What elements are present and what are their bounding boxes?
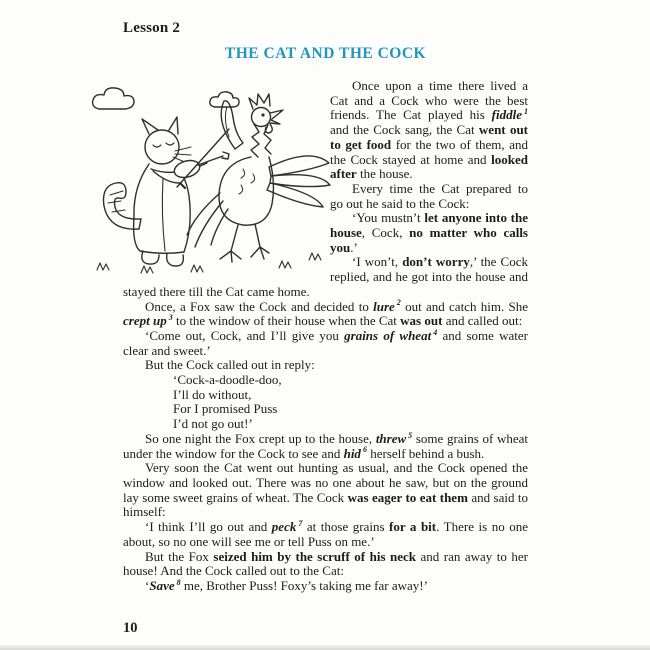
text-run: ‘You mustn’t [352, 210, 425, 226]
text-run: hid [343, 445, 361, 461]
text-run: .’ [350, 239, 358, 255]
verse-line [123, 388, 528, 403]
text-run: lure [373, 298, 395, 314]
text-run: some grains of wheat under the window for the Cock to see and [123, 430, 528, 461]
verse-line [123, 373, 528, 388]
story-paragraph [123, 300, 528, 329]
text-run: Every time the Cat prepared to go out he said to the Cock: [330, 180, 528, 211]
verse-line [123, 402, 528, 417]
footnote-ref: 5 [408, 430, 413, 440]
footnote-ref: 7 [298, 518, 303, 528]
text-run: grains of wheat [344, 327, 432, 343]
story-paragraph [123, 461, 528, 520]
text-run: So one night the Fox crept up to the house, [145, 430, 376, 446]
clouds-icon [93, 88, 239, 109]
footnote-ref: 8 [176, 577, 181, 587]
story-paragraph [123, 550, 528, 579]
text-run: the house. [356, 166, 413, 182]
text-run: at those grains [302, 519, 390, 535]
text-run: But the Cock called out in reply: [145, 357, 315, 373]
text-run: and said to himself: [123, 489, 528, 520]
text-run: and ran away to her house! And the Cock called out to the Cat: [123, 548, 528, 579]
story-paragraph [123, 358, 528, 373]
footnote-ref: 4 [433, 327, 438, 337]
page-bottom-edge [0, 645, 650, 650]
text-run: ‘Come out, Cock, and I’ll give you [145, 327, 345, 343]
cat-figure [104, 117, 230, 266]
text-run: was out [400, 313, 443, 329]
text-run: ‘I think I’ll go out and [145, 519, 272, 535]
text-run: Once, a Fox saw the Cock and decided to [145, 298, 374, 314]
text-run: I’d not go out!’ [173, 416, 253, 432]
text-run: . There is no one about, so no one will see me or tell Puss on me.’ [123, 519, 528, 549]
lesson-label: Lesson 2 [123, 20, 181, 36]
text-run: went out to get food [330, 122, 528, 152]
text-run: threw [375, 430, 407, 446]
text-run: ‘I won’t, [352, 254, 403, 270]
page-content [123, 20, 528, 594]
text-run: seized him by the scruff of his neck [213, 548, 417, 564]
text-run: for a bit [389, 519, 437, 535]
cat-and-cock-illustration [83, 79, 335, 279]
story-paragraph [123, 520, 528, 549]
text-run: Once upon a time there lived a Cat and a Cock who were the best friends. The Cat played his [330, 78, 528, 123]
text-run: fiddle [491, 107, 522, 123]
story-paragraph [123, 329, 528, 358]
text-run: no matter who calls you [330, 225, 528, 255]
text-run: Very soon the Cat went out hunting as usual, and the Cock opened the window and looked out. There was no one about he saw, but on the ground lay some sweet grains of wheat. The Cock [123, 460, 528, 505]
cock-figure [187, 94, 330, 262]
story-paragraph [123, 432, 528, 461]
footnote-ref: 6 [362, 445, 367, 455]
story-illustration [123, 79, 330, 284]
footnote-ref: 1 [524, 107, 528, 117]
story-paragraph [123, 579, 528, 594]
text-run: to the window of their house when the Cat [172, 313, 401, 329]
text-run: ‘ [145, 577, 150, 593]
text-run: don’t worry [402, 254, 470, 270]
text-run: ,’ the Cock replied, and he got into the house and stayed there till the Cat came home. [123, 254, 528, 299]
verse-line [123, 417, 528, 432]
text-run: and called out: [442, 313, 523, 329]
text-run: was eager to eat them [347, 489, 468, 505]
text-run: crept up [123, 313, 167, 329]
text-run: But the Fox [145, 548, 214, 564]
text-run: peck [271, 519, 297, 535]
footnote-ref: 2 [396, 298, 401, 308]
text-run: out and catch him. She [400, 298, 528, 314]
text-run: me, Brother Puss! Foxy’s taking me far away!’ [180, 577, 428, 593]
text-run: for the two of them, and the Cock stayed at home and [330, 136, 528, 167]
text-run: looked after [330, 151, 528, 182]
text-run: Save [149, 577, 175, 593]
grass-icon [97, 253, 321, 273]
text-run: herself behind a bush. [366, 445, 485, 461]
text-run: ‘Cock-a-doodle-doo, [173, 372, 282, 388]
footnote-ref: 3 [168, 312, 173, 322]
text-run: and some water clear and sweet.’ [123, 327, 528, 358]
page-number: 10 [123, 620, 138, 636]
story-text [123, 79, 528, 594]
page-title: THE CAT AND THE COCK [224, 45, 427, 62]
text-run: I’ll do without, [173, 386, 252, 402]
text-run: and the Cock sang, the Cat [330, 122, 479, 138]
text-run: let anyone into the house [330, 210, 529, 241]
text-run: , Cock, [361, 225, 410, 241]
text-run: For I promised Puss [173, 401, 278, 417]
